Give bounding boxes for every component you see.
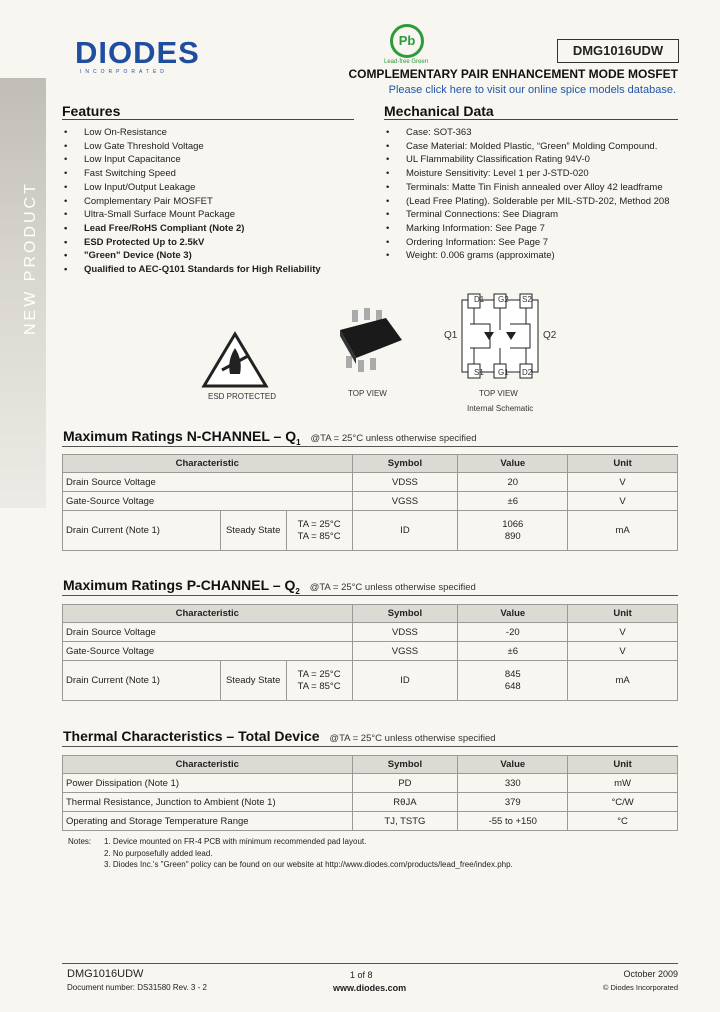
- footer-date: October 2009: [623, 969, 678, 979]
- cell-char: Drain Source Voltage: [63, 623, 353, 642]
- internal-schematic-diagram: [440, 290, 560, 395]
- mechanical-item: • Case Material: Molded Plastic, “Green” Molding Compound.: [384, 140, 684, 154]
- temp-85: TA = 85°C: [297, 680, 341, 692]
- lead-free-icon: Pb: [390, 24, 424, 58]
- cell-val: 379: [458, 793, 568, 812]
- p-channel-condition: @TA = 25°C unless otherwise specified: [309, 582, 476, 593]
- feature-item: • Low Gate Threshold Voltage: [62, 140, 362, 154]
- table-header-row: [63, 756, 678, 774]
- cell-unit: °C/W: [568, 793, 678, 812]
- feature-item: • Complementary Pair MOSFET: [62, 195, 362, 209]
- thermal-table: [62, 755, 678, 831]
- value-85: 648: [504, 680, 521, 692]
- cell-char: Thermal Resistance, Junction to Ambient (Note 1): [63, 793, 353, 812]
- cell-unit: V: [568, 642, 678, 661]
- note-item: 2. No purposefully added lead.: [104, 848, 213, 858]
- cell-char: Gate-Source Voltage: [63, 492, 353, 511]
- value-85: 890: [504, 530, 521, 542]
- feature-item: • Qualified to AEC-Q101 Standards for High Reliability: [62, 263, 362, 277]
- footer-copyright: © Diodes Incorporated: [602, 983, 678, 992]
- col-characteristic: Characteristic: [63, 605, 353, 623]
- spice-models-link[interactable]: Please click here to visit our online spice models database.: [388, 84, 676, 96]
- part-number: DMG1016UDW: [557, 39, 679, 63]
- table-row: [63, 492, 678, 511]
- label-q1: Q1: [444, 330, 458, 341]
- temp-25: TA = 25°C: [297, 668, 341, 680]
- temp-85: TA = 85°C: [297, 530, 341, 542]
- cell-char: Drain Current (Note 1): [63, 511, 221, 551]
- lead-free-label: Lead-free Green: [384, 59, 429, 65]
- top-view-caption-2: TOP VIEW: [479, 389, 518, 398]
- table-row: [63, 812, 678, 831]
- cell-char: Drain Source Voltage: [63, 473, 353, 492]
- cell-temps: [286, 661, 352, 701]
- table-header-row: [63, 605, 678, 623]
- col-value: Value: [458, 605, 568, 623]
- internal-schematic-caption: Internal Schematic: [467, 404, 534, 413]
- table-header-row: [63, 455, 678, 473]
- cell-sym: VGSS: [352, 642, 458, 661]
- mechanical-item: • Marking Information: See Page 7: [384, 222, 684, 236]
- value-25: 845: [504, 668, 521, 680]
- product-subtitle: COMPLEMENTARY PAIR ENHANCEMENT MODE MOSFET: [348, 67, 678, 81]
- col-value: Value: [458, 756, 568, 774]
- col-characteristic: Characteristic: [63, 756, 353, 774]
- feature-item: • ESD Protected Up to 2.5kV: [62, 236, 362, 250]
- mechanical-heading: Mechanical Data: [384, 103, 678, 120]
- cell-val: [458, 511, 568, 551]
- col-symbol: Symbol: [352, 455, 458, 473]
- cell-val: 330: [458, 774, 568, 793]
- p-channel-title-text: Maximum Ratings P-CHANNEL – Q: [63, 577, 296, 593]
- feature-item: • Ultra-Small Surface Mount Package: [62, 208, 362, 222]
- thermal-title-text: Thermal Characteristics – Total Device: [63, 728, 320, 744]
- logo-subtitle: INCORPORATED: [80, 69, 168, 75]
- cell-state: Steady State: [220, 661, 286, 701]
- feature-item: • Low On-Resistance: [62, 126, 362, 140]
- cell-temps: [286, 511, 352, 551]
- cell-val: -55 to +150: [458, 812, 568, 831]
- cell-char: Power Dissipation (Note 1): [63, 774, 353, 793]
- table-row: [63, 642, 678, 661]
- cell-val: ±6: [458, 642, 568, 661]
- mechanical-item: • Terminals: Matte Tin Finish annealed over Alloy 42 leadframe: [384, 181, 684, 195]
- table-row: [63, 793, 678, 812]
- mechanical-item: • Terminal Connections: See Diagram: [384, 208, 684, 222]
- cell-val: ±6: [458, 492, 568, 511]
- cell-val: 20: [458, 473, 568, 492]
- mechanical-item: • Case: SOT-363: [384, 126, 684, 140]
- col-unit: Unit: [568, 605, 678, 623]
- table-row: [63, 774, 678, 793]
- cell-unit: V: [568, 473, 678, 492]
- note-item: 3. Diodes Inc.'s "Green" policy can be found on our website at http://www.diodes.com/products/lead_free/index.php.: [104, 860, 513, 870]
- p-channel-title-sub: 2: [295, 586, 300, 596]
- mechanical-item: [384, 153, 684, 167]
- cell-val: [458, 661, 568, 701]
- notes: [68, 836, 513, 871]
- cell-unit: V: [568, 623, 678, 642]
- mechanical-item-cont: UL Flammability Classification Rating 94V-0: [406, 154, 590, 166]
- top-view-caption-1: TOP VIEW: [348, 389, 387, 398]
- sot363-package-icon: [330, 300, 410, 380]
- mechanical-list: [384, 126, 684, 263]
- thermal-condition: @TA = 25°C unless otherwise specified: [329, 733, 496, 744]
- col-symbol: Symbol: [352, 605, 458, 623]
- cell-unit: mW: [568, 774, 678, 793]
- footer-rule: [62, 963, 678, 964]
- pin-g1: G1: [498, 368, 509, 377]
- mechanical-item: • Weight: 0.006 grams (approximate): [384, 249, 684, 263]
- cell-sym: VGSS: [352, 492, 458, 511]
- thermal-rule: [62, 746, 678, 747]
- p-channel-table: [62, 604, 678, 701]
- cell-sym: RθJA: [352, 793, 458, 812]
- new-product-label: NEW PRODUCT: [22, 181, 39, 335]
- col-unit: Unit: [568, 455, 678, 473]
- mechanical-item: • Ordering Information: See Page 7: [384, 236, 684, 250]
- feature-item: • Lead Free/RoHS Compliant (Note 2): [62, 222, 362, 236]
- footer-page-number: 1 of 8: [350, 970, 373, 980]
- features-heading: Features: [62, 103, 354, 120]
- pin-s2: S2: [522, 295, 532, 304]
- pin-d2: D2: [522, 368, 533, 377]
- cell-unit: °C: [568, 812, 678, 831]
- cell-sym: TJ, TSTG: [352, 812, 458, 831]
- table-row: [63, 661, 678, 701]
- pin-g2: G2: [498, 295, 509, 304]
- feature-item: • Low Input/Output Leakage: [62, 181, 362, 195]
- cell-char: Gate-Source Voltage: [63, 642, 353, 661]
- cell-sym: ID: [352, 661, 458, 701]
- n-channel-table: [62, 454, 678, 551]
- col-symbol: Symbol: [352, 756, 458, 774]
- mechanical-item-cont: (Lead Free Plating). Solderable per MIL-STD-202, Method 208: [406, 195, 670, 207]
- esd-warning-icon: [200, 330, 270, 390]
- pin-d1: D1: [474, 295, 485, 304]
- feature-item: • Fast Switching Speed: [62, 167, 362, 181]
- cell-sym: PD: [352, 774, 458, 793]
- col-value: Value: [458, 455, 568, 473]
- notes-label: Notes:: [68, 837, 92, 846]
- esd-caption: ESD PROTECTED: [208, 392, 277, 401]
- footer-document-number: Document number: DS31580 Rev. 3 - 2: [67, 983, 207, 992]
- p-channel-title: [63, 577, 476, 596]
- n-channel-title: [63, 428, 477, 447]
- table-row: [63, 623, 678, 642]
- feature-item: • Low Input Capacitance: [62, 153, 362, 167]
- cell-sym: ID: [352, 511, 458, 551]
- cell-char: Operating and Storage Temperature Range: [63, 812, 353, 831]
- n-channel-title-sub: 1: [296, 437, 301, 447]
- table-row: [63, 473, 678, 492]
- cell-val: -20: [458, 623, 568, 642]
- footer-part-number: DMG1016UDW: [67, 968, 144, 980]
- footer-website-link[interactable]: www.diodes.com: [333, 983, 407, 993]
- diodes-logo: DIODES: [75, 35, 200, 70]
- cell-char: Drain Current (Note 1): [63, 661, 221, 701]
- cell-sym: VDSS: [352, 473, 458, 492]
- cell-unit: mA: [568, 661, 678, 701]
- n-channel-title-text: Maximum Ratings N-CHANNEL – Q: [63, 428, 297, 444]
- table-row: [63, 511, 678, 551]
- mechanical-item: • Moisture Sensitivity: Level 1 per J-STD-020: [384, 167, 684, 181]
- mechanical-item: [384, 195, 684, 209]
- col-characteristic: Characteristic: [63, 455, 353, 473]
- n-channel-rule: [62, 446, 678, 447]
- col-unit: Unit: [568, 756, 678, 774]
- value-25: 1066: [502, 518, 524, 530]
- p-channel-rule: [62, 595, 678, 596]
- cell-unit: V: [568, 492, 678, 511]
- note-item: 1. Device mounted on FR-4 PCB with minimum recommended pad layout.: [104, 837, 367, 846]
- n-channel-condition: @TA = 25°C unless otherwise specified: [310, 433, 477, 444]
- cell-sym: VDSS: [352, 623, 458, 642]
- features-list: [62, 126, 362, 277]
- feature-item: • "Green" Device (Note 3): [62, 249, 362, 263]
- thermal-title: [63, 728, 496, 744]
- label-q2: Q2: [543, 330, 557, 341]
- cell-state: Steady State: [220, 511, 286, 551]
- pin-s1: S1: [474, 368, 484, 377]
- cell-unit: mA: [568, 511, 678, 551]
- temp-25: TA = 25°C: [297, 518, 341, 530]
